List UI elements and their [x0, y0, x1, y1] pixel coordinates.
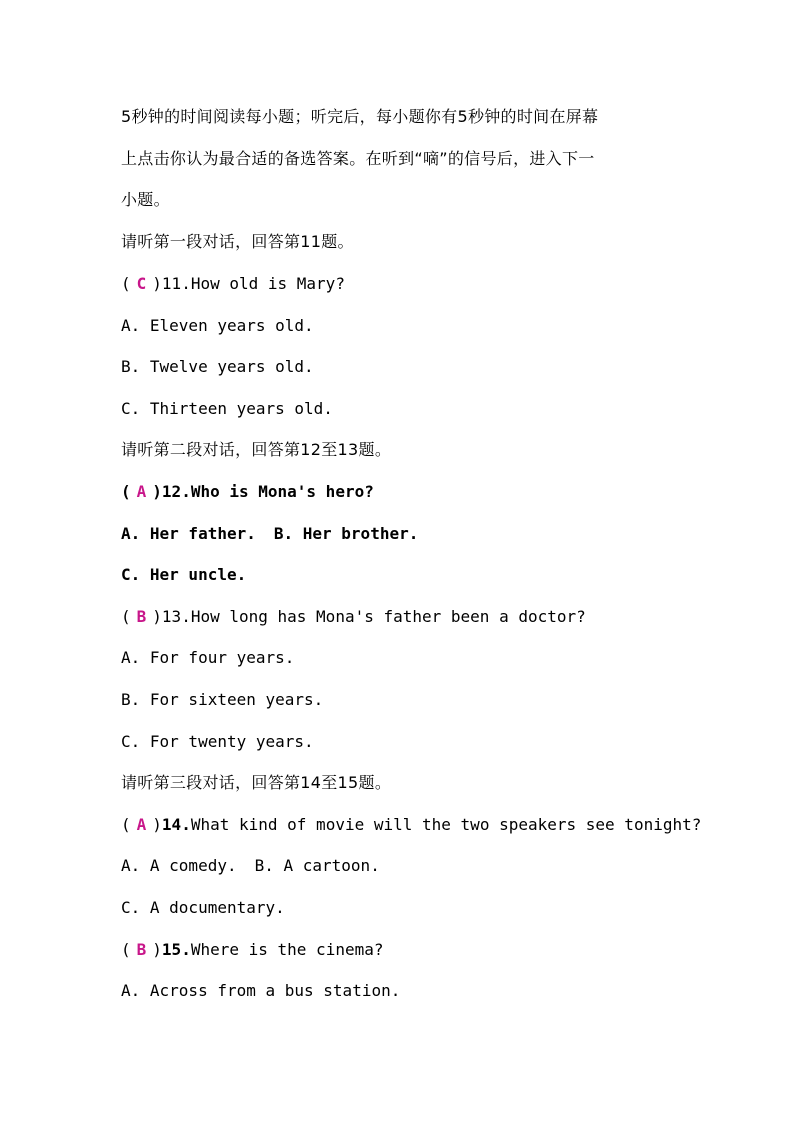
- question-15-number: 15.: [161, 940, 191, 959]
- q14-option-c: C. A documentary.: [121, 898, 285, 917]
- paren-close: ): [152, 482, 162, 501]
- question-14-number: 14.: [161, 815, 191, 834]
- q13-option-c: C. For twenty years.: [121, 732, 314, 751]
- question-15-text: Where is the cinema?: [190, 940, 384, 959]
- paren-close: ): [152, 607, 162, 626]
- question-11-text: 11.How old is Mary?: [161, 274, 345, 293]
- answer-13: B: [136, 607, 147, 626]
- section1-instruction: 请听第一段对话，回答第11题。: [121, 232, 354, 251]
- q14-option-b: B. A cartoon.: [254, 856, 380, 875]
- q12-option-a: A. Her father.: [121, 524, 256, 543]
- paren-open: (: [121, 482, 131, 501]
- section2-instruction: 请听第二段对话，回答第12至13题。: [121, 440, 392, 459]
- answer-11: C: [136, 274, 147, 293]
- q13-option-a: A. For four years.: [121, 648, 295, 667]
- answer-15: B: [136, 940, 147, 959]
- question-12-text: 12.Who is Mona's hero?: [161, 482, 374, 501]
- q14-options-ab: [121, 855, 691, 877]
- question-14: [121, 814, 702, 836]
- question-12: [121, 481, 691, 503]
- answer-14: A: [136, 815, 147, 834]
- q11-option-c: C. Thirteen years old.: [121, 399, 333, 418]
- q13-option-b: B. For sixteen years.: [121, 690, 324, 709]
- q12-option-c: C. Her uncle.: [121, 565, 247, 584]
- paren-open: (: [121, 274, 131, 293]
- question-15: [121, 939, 691, 961]
- q11-option-a: A. Eleven years old.: [121, 316, 314, 335]
- paren-close: ): [152, 274, 162, 293]
- paren-open: (: [121, 607, 131, 626]
- paren-close: ): [152, 815, 162, 834]
- question-14-text: What kind of movie will the two speakers see tonight?: [190, 815, 702, 834]
- paren-close: ): [152, 940, 162, 959]
- intro-line-3: 小题。: [121, 190, 170, 209]
- question-13: [121, 606, 691, 628]
- q12-options-ab: [121, 523, 691, 545]
- answer-12: A: [136, 482, 147, 501]
- q12-option-b: B. Her brother.: [273, 524, 419, 543]
- question-13-text: 13.How long has Mona's father been a doctor?: [161, 607, 586, 626]
- paren-open: (: [121, 940, 131, 959]
- intro-line-1: 5秒钟的时间阅读每小题；听完后，每小题你有5秒钟的时间在屏幕: [121, 107, 599, 126]
- q11-option-b: B. Twelve years old.: [121, 357, 314, 376]
- section3-instruction: 请听第三段对话，回答第14至15题。: [121, 773, 392, 792]
- question-11: [121, 273, 691, 295]
- paren-open: (: [121, 815, 131, 834]
- q15-option-a: A. Across from a bus station.: [121, 981, 401, 1000]
- intro-line-2: 上点击你认为最合适的备选答案。在听到“嘀”的信号后，进入下一: [121, 149, 595, 168]
- q14-option-a: A. A comedy.: [121, 856, 237, 875]
